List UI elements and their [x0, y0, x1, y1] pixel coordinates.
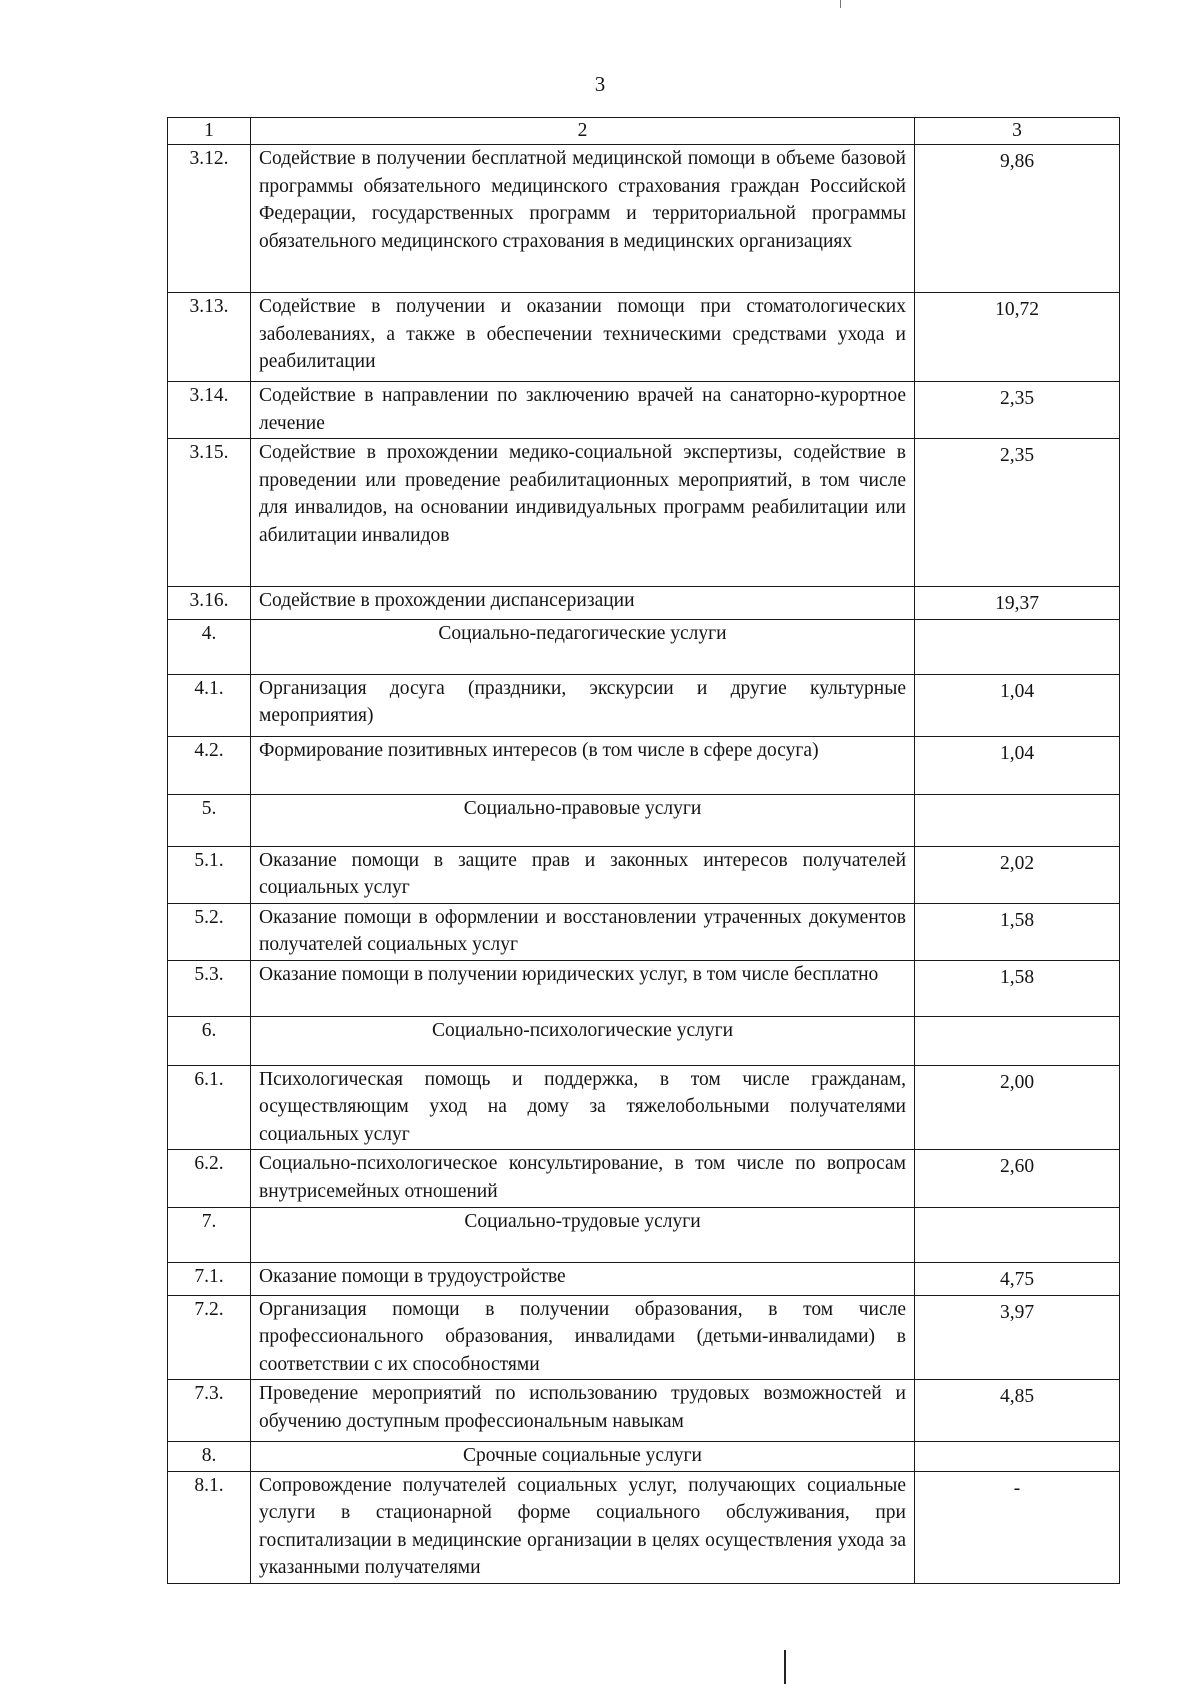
service-value: 19,37: [915, 587, 1120, 620]
service-value: [915, 1016, 1120, 1065]
service-value: 2,35: [915, 439, 1120, 587]
scan-artifact-top: [840, 0, 841, 8]
service-description: Оказание помощи в получении юридических услуг, в том числе бесплатно: [251, 960, 915, 1016]
service-value: -: [915, 1471, 1120, 1583]
table-row: [168, 439, 1120, 587]
table-row: [168, 846, 1120, 903]
header-cell-3: 3: [915, 118, 1120, 145]
row-number: 7.3.: [168, 1380, 251, 1442]
section-title: Социально-педагогические услуги: [251, 619, 915, 674]
service-description: Проведение мероприятий по использованию трудовых возможностей и обучению доступным профессиональным навыкам: [251, 1380, 915, 1442]
row-number: 3.14.: [168, 382, 251, 439]
row-number: 4.: [168, 619, 251, 674]
row-number: 4.2.: [168, 736, 251, 794]
row-number: 6.2.: [168, 1150, 251, 1208]
service-description: Психологическая помощь и поддержка, в том числе гражданам, осуществляющим уход на дому за тяжелобольными получателями социальных услуг: [251, 1065, 915, 1150]
table-header-row: [168, 118, 1120, 145]
row-number: 7.2.: [168, 1295, 251, 1380]
service-description: Содействие в прохождении диспансеризации: [251, 587, 915, 620]
service-value: [915, 1442, 1120, 1472]
row-number: 5.1.: [168, 846, 251, 903]
table-row: [168, 1150, 1120, 1208]
table-row: [168, 1471, 1120, 1583]
service-value: 3,97: [915, 1295, 1120, 1380]
row-number: 6.1.: [168, 1065, 251, 1150]
service-description: Организация досуга (праздники, экскурсии и другие культурные мероприятия): [251, 674, 915, 736]
service-description: Оказание помощи в защите прав и законных интересов получателей социальных услуг: [251, 846, 915, 903]
service-description: Организация помощи в получении образования, в том числе профессионального образования, инвалидами (детьми-инвалидами) в соответствии с их способностями: [251, 1295, 915, 1380]
service-value: 2,35: [915, 382, 1120, 439]
service-value: 1,58: [915, 903, 1120, 960]
header-cell-1: 1: [168, 118, 251, 145]
service-value: 1,04: [915, 736, 1120, 794]
section-title: Социально-трудовые услуги: [251, 1208, 915, 1263]
section-title: Социально-психологические услуги: [251, 1016, 915, 1065]
scan-artifact-bottom: [784, 1650, 786, 1684]
row-number: 3.13.: [168, 293, 251, 382]
table-row: [168, 145, 1120, 293]
service-value: 10,72: [915, 293, 1120, 382]
table-row: [168, 1380, 1120, 1442]
section-title: Срочные социальные услуги: [251, 1442, 915, 1472]
service-description: Содействие в направлении по заключению врачей на санаторно-курортное лечение: [251, 382, 915, 439]
table-row: [168, 1065, 1120, 1150]
section-row: [168, 794, 1120, 846]
service-description: Оказание помощи в трудоустройстве: [251, 1263, 915, 1296]
table-row: [168, 903, 1120, 960]
row-number: 5.2.: [168, 903, 251, 960]
section-row: [168, 619, 1120, 674]
row-number: 8.1.: [168, 1471, 251, 1583]
table-row: [168, 293, 1120, 382]
row-number: 8.: [168, 1442, 251, 1472]
row-number: 6.: [168, 1016, 251, 1065]
table-row: [168, 960, 1120, 1016]
service-description: Сопровождение получателей социальных услуг, получающих социальные услуги в стационарной форме социального обслуживания, при госпитализации в медицинские организации в целях осуществления ухода за указанными получателями: [251, 1471, 915, 1583]
row-number: 7.: [168, 1208, 251, 1263]
table-row: [168, 736, 1120, 794]
row-number: 7.1.: [168, 1263, 251, 1296]
row-number: 3.16.: [168, 587, 251, 620]
service-value: 4,75: [915, 1263, 1120, 1296]
service-description: Содействие в получении и оказании помощи при стоматологических заболеваниях, а также в обеспечении техническими средствами ухода и реабилитации: [251, 293, 915, 382]
service-value: 2,00: [915, 1065, 1120, 1150]
service-description: Содействие в получении бесплатной медицинской помощи в объеме базовой программы обязательного медицинского страхования граждан Российской Федерации, государственных программ и территориальной программы обязательного медицинского страхования в медицинских организациях: [251, 145, 915, 293]
service-value: [915, 794, 1120, 846]
row-number: 4.1.: [168, 674, 251, 736]
service-value: 1,04: [915, 674, 1120, 736]
table-row: [168, 1295, 1120, 1380]
service-value: [915, 1208, 1120, 1263]
service-value: 9,86: [915, 145, 1120, 293]
row-number: 5.3.: [168, 960, 251, 1016]
service-value: 2,60: [915, 1150, 1120, 1208]
section-row: [168, 1442, 1120, 1472]
services-table: [167, 117, 1120, 1584]
table-row: [168, 382, 1120, 439]
service-description: Формирование позитивных интересов (в том числе в сфере досуга): [251, 736, 915, 794]
row-number: 3.12.: [168, 145, 251, 293]
service-description: Содействие в прохождении медико-социальной экспертизы, содействие в проведении или проведение реабилитационных мероприятий, в том числе для инвалидов, на основании индивидуальных программ реабилитации или абилитации инвалидов: [251, 439, 915, 587]
section-row: [168, 1016, 1120, 1065]
table-row: [168, 674, 1120, 736]
service-value: 1,58: [915, 960, 1120, 1016]
table-row: [168, 1263, 1120, 1296]
header-cell-2: 2: [251, 118, 915, 145]
row-number: 3.15.: [168, 439, 251, 587]
service-value: [915, 619, 1120, 674]
service-value: 2,02: [915, 846, 1120, 903]
section-title: Социально-правовые услуги: [251, 794, 915, 846]
service-value: 4,85: [915, 1380, 1120, 1442]
row-number: 5.: [168, 794, 251, 846]
page-number: 3: [594, 72, 606, 96]
service-description: Социально-психологическое консультирование, в том числе по вопросам внутрисемейных отношений: [251, 1150, 915, 1208]
service-description: Оказание помощи в оформлении и восстановлении утраченных документов получателей социальных услуг: [251, 903, 915, 960]
section-row: [168, 1208, 1120, 1263]
table-row: [168, 587, 1120, 620]
